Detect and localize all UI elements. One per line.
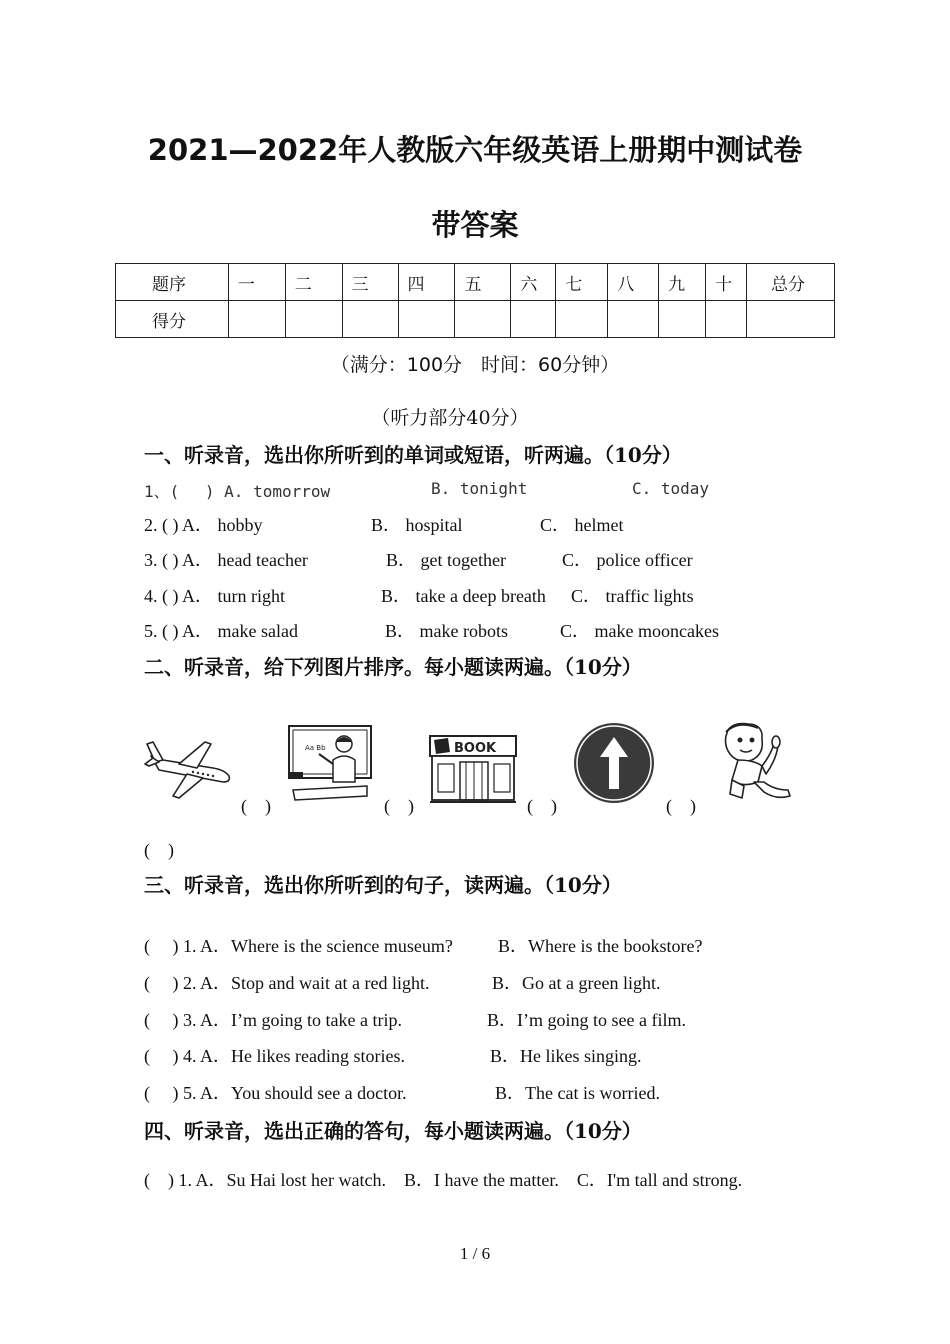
s3-q3-option-a: ( ) 3. A．I’m going to take a trip.: [144, 1010, 402, 1030]
score-cell[interactable]: [706, 301, 747, 338]
s2-blank-2[interactable]: ( ): [384, 796, 414, 816]
score-cell[interactable]: [511, 301, 556, 338]
title-line-1: 2021—2022年人教版六年级英语上册期中测试卷: [147, 133, 803, 167]
s1-q1-option-b: B. tonight: [431, 479, 528, 498]
s1-q1-option-c: C. today: [632, 479, 710, 498]
section4-heading: 四、听录音，选出正确的答句，每小题读两遍。（10分）: [144, 1119, 642, 1143]
score-cell[interactable]: [608, 301, 659, 338]
score-header-cell: 三: [342, 264, 398, 301]
s3-q3-option-b: B．I’m going to see a film.: [487, 1010, 686, 1030]
s1-q1-stem: 1、( ) A. tomorrow: [144, 482, 331, 501]
s1-q3-option-b: B． get together: [386, 550, 506, 570]
bookstore-sign-text: BOOK: [454, 741, 497, 756]
s2-blank-5[interactable]: ( ): [144, 840, 174, 860]
score-cell[interactable]: [659, 301, 706, 338]
s3-q4-option-a: ( ) 4. A．He likes reading stories.: [144, 1046, 405, 1066]
full-score-time: （满分：100分 时间：60分钟）: [330, 354, 620, 376]
s4-q1: ( ) 1. A．Su Hai lost her watch. B．I have the matter. C．I'm tall and strong.: [144, 1170, 743, 1190]
s1-q5-option-b: B． make robots: [385, 621, 508, 641]
s1-q2-option-c: C． helmet: [540, 515, 624, 535]
listening-part-label: （听力部分40分）: [371, 407, 529, 429]
s1-q2-stem: 2. ( ) A． hobby: [144, 515, 263, 535]
section3-heading: 三、听录音，选出你所听到的句子，读两遍。（10分）: [144, 873, 622, 897]
airplane-icon: [143, 738, 235, 800]
score-header-cell: 题序: [116, 264, 229, 301]
svg-text:Aa Bb: Aa Bb: [305, 744, 326, 752]
score-header-cell: 八: [608, 264, 659, 301]
s3-q4-option-b: B．He likes singing.: [490, 1046, 642, 1066]
s3-q2-option-b: B．Go at a green light.: [492, 973, 661, 993]
score-header-cell: 九: [659, 264, 706, 301]
score-table: [115, 263, 835, 338]
score-cell[interactable]: [285, 301, 342, 338]
teacher-blackboard-icon: [287, 724, 373, 804]
s1-q2-option-b: B． hospital: [371, 515, 463, 535]
s1-q4-stem: 4. ( ) A． turn right: [144, 586, 285, 606]
score-cell[interactable]: [228, 301, 285, 338]
score-cell[interactable]: [556, 301, 608, 338]
boy-phone-icon: [718, 720, 794, 806]
title-line-2: 带答案: [431, 208, 519, 242]
score-header-cell: 一: [228, 264, 285, 301]
s1-q3-stem: 3. ( ) A． head teacher: [144, 550, 308, 570]
s3-q5-option-b: B．The cat is worried.: [495, 1083, 660, 1103]
score-header-cell: 二: [285, 264, 342, 301]
score-header-cell: 六: [511, 264, 556, 301]
straight-arrow-sign-icon: [572, 723, 658, 805]
score-header-cell: 四: [398, 264, 455, 301]
page-number: 1 / 6: [459, 1244, 491, 1263]
s3-q1-option-a: ( ) 1. A．Where is the science museum?: [144, 936, 453, 956]
s1-q3-option-c: C． police officer: [562, 550, 693, 570]
bookstore-icon: [426, 732, 520, 804]
s3-q5-option-a: ( ) 5. A．You should see a doctor.: [144, 1083, 407, 1103]
s1-q4-option-b: B． take a deep breath: [381, 586, 546, 606]
score-cell[interactable]: [455, 301, 511, 338]
score-cell[interactable]: [747, 301, 835, 338]
s2-blank-4[interactable]: ( ): [666, 796, 696, 816]
s1-q5-option-c: C． make mooncakes: [560, 621, 719, 641]
score-cell[interactable]: [398, 301, 455, 338]
section2-heading: 二、听录音，给下列图片排序。每小题读两遍。（10分）: [144, 655, 642, 679]
section1-heading: 一、听录音，选出你所听到的单词或短语，听两遍。（10分）: [144, 443, 682, 467]
s2-blank-3[interactable]: ( ): [527, 796, 557, 816]
s1-q5-stem: 5. ( ) A． make salad: [144, 621, 298, 641]
score-table-score-row: [116, 301, 835, 338]
score-cell[interactable]: [342, 301, 398, 338]
score-header-cell: 总分: [747, 264, 835, 301]
score-header-cell: 五: [455, 264, 511, 301]
score-header-cell: 十: [706, 264, 747, 301]
s3-q1-option-b: B．Where is the bookstore?: [498, 936, 703, 956]
s2-blank-1[interactable]: ( ): [241, 796, 271, 816]
s1-q4-option-c: C． traffic lights: [571, 586, 694, 606]
score-row-label: 得分: [116, 301, 229, 338]
s3-q2-option-a: ( ) 2. A．Stop and wait at a red light.: [144, 973, 430, 993]
score-header-cell: 七: [556, 264, 608, 301]
score-table-header-row: [116, 264, 835, 301]
